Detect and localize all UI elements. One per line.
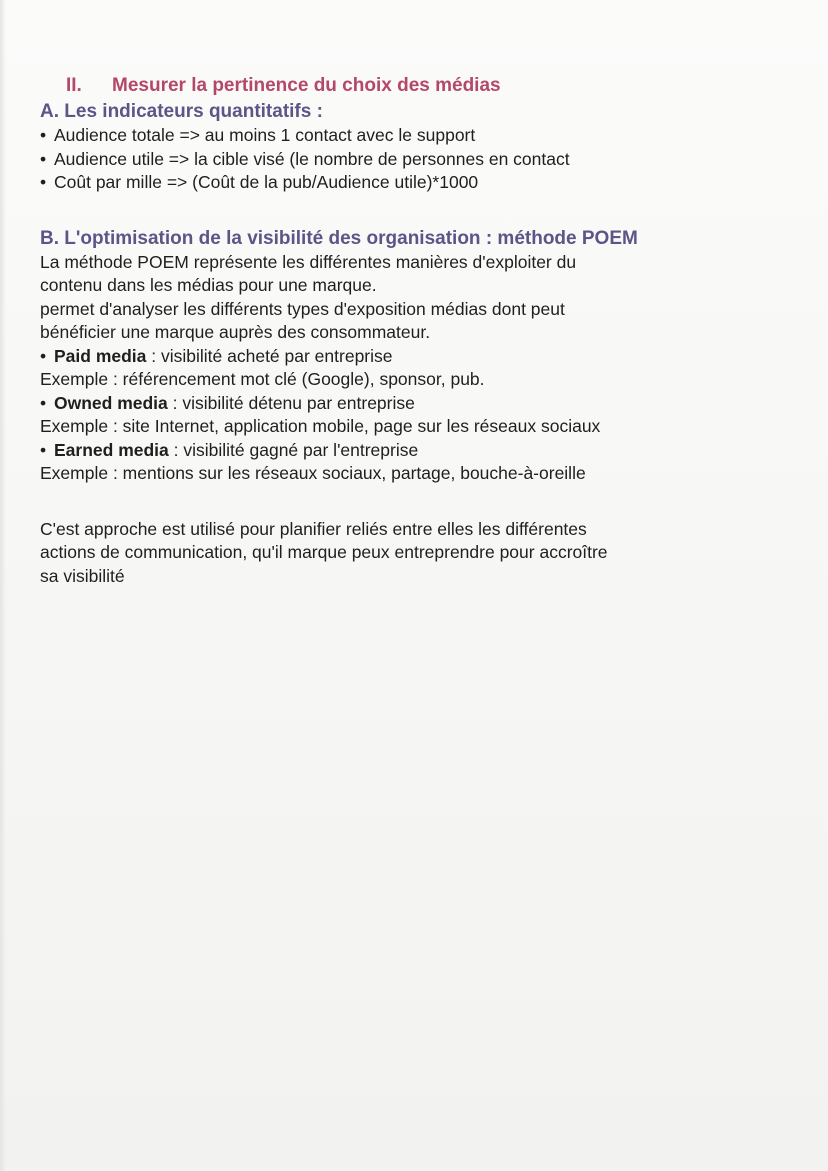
intro-line: La méthode POEM représente les différentes manières d'exploiter du [40,251,577,272]
conclusion-line: actions de communication, qu'il marque peux entreprendre pour accroître [40,542,608,562]
media-definition: : visibilité gagné par l'entreprise [168,439,419,460]
bullet-icon: • [40,172,47,192]
list-item-text: Coût par mille => (Coût de la pub/Audience utile)*1000 [54,172,479,192]
bullet-icon: • [40,345,47,366]
media-owned [40,392,800,416]
media-earned [40,439,800,463]
part-b-heading: B. L'optimisation de la visibilité des organisation : méthode POEM [40,227,638,249]
intro-line: bénéficier une marque auprès des consommateur. [40,322,431,342]
intro-line: permet d'analyser les différents types d'exposition médias dont peut [40,298,565,319]
media-term: Owned media [54,392,168,413]
indicator-list [40,124,800,195]
bullet-icon: • [40,392,47,413]
media-example: Exemple : référencement mot clé (Google), sponsor, pub. [40,369,485,389]
spacer [40,195,800,227]
list-item-text: Audience utile => la cible visé (le nombre de personnes en contact [54,148,570,169]
media-term: Earned media [54,439,169,460]
intro-line: contenu dans les médias pour une marque. [40,275,377,295]
spacer [40,486,800,518]
section-number: II. [66,75,82,96]
media-definition: : visibilité détenu par entreprise [167,392,415,413]
section-title [40,74,800,98]
bullet-icon: • [40,439,47,460]
conclusion-line: sa visibilité [40,565,125,586]
media-example: Exemple : site Internet, application mobile, page sur les réseaux sociaux [40,416,601,436]
media-term: Paid media [54,345,147,366]
conclusion-line: C'est approche est utilisé pour planifier reliés entre elles les différentes [40,518,587,539]
media-example: Exemple : mentions sur les réseaux sociaux, partage, bouche-à-oreille [40,463,586,483]
part-a-heading: A. Les indicateurs quantitatifs : [40,101,323,122]
media-definition: : visibilité acheté par entreprise [146,345,393,366]
media-paid [40,345,800,369]
section-title-text: Mesurer la pertinence du choix des médias [112,75,501,96]
bullet-icon: • [40,148,47,169]
bullet-icon: • [40,125,47,145]
list-item [40,124,800,148]
page-content [40,74,800,588]
list-item [40,171,800,195]
list-item [40,148,800,172]
list-item-text: Audience totale => au moins 1 contact avec le support [54,125,476,145]
